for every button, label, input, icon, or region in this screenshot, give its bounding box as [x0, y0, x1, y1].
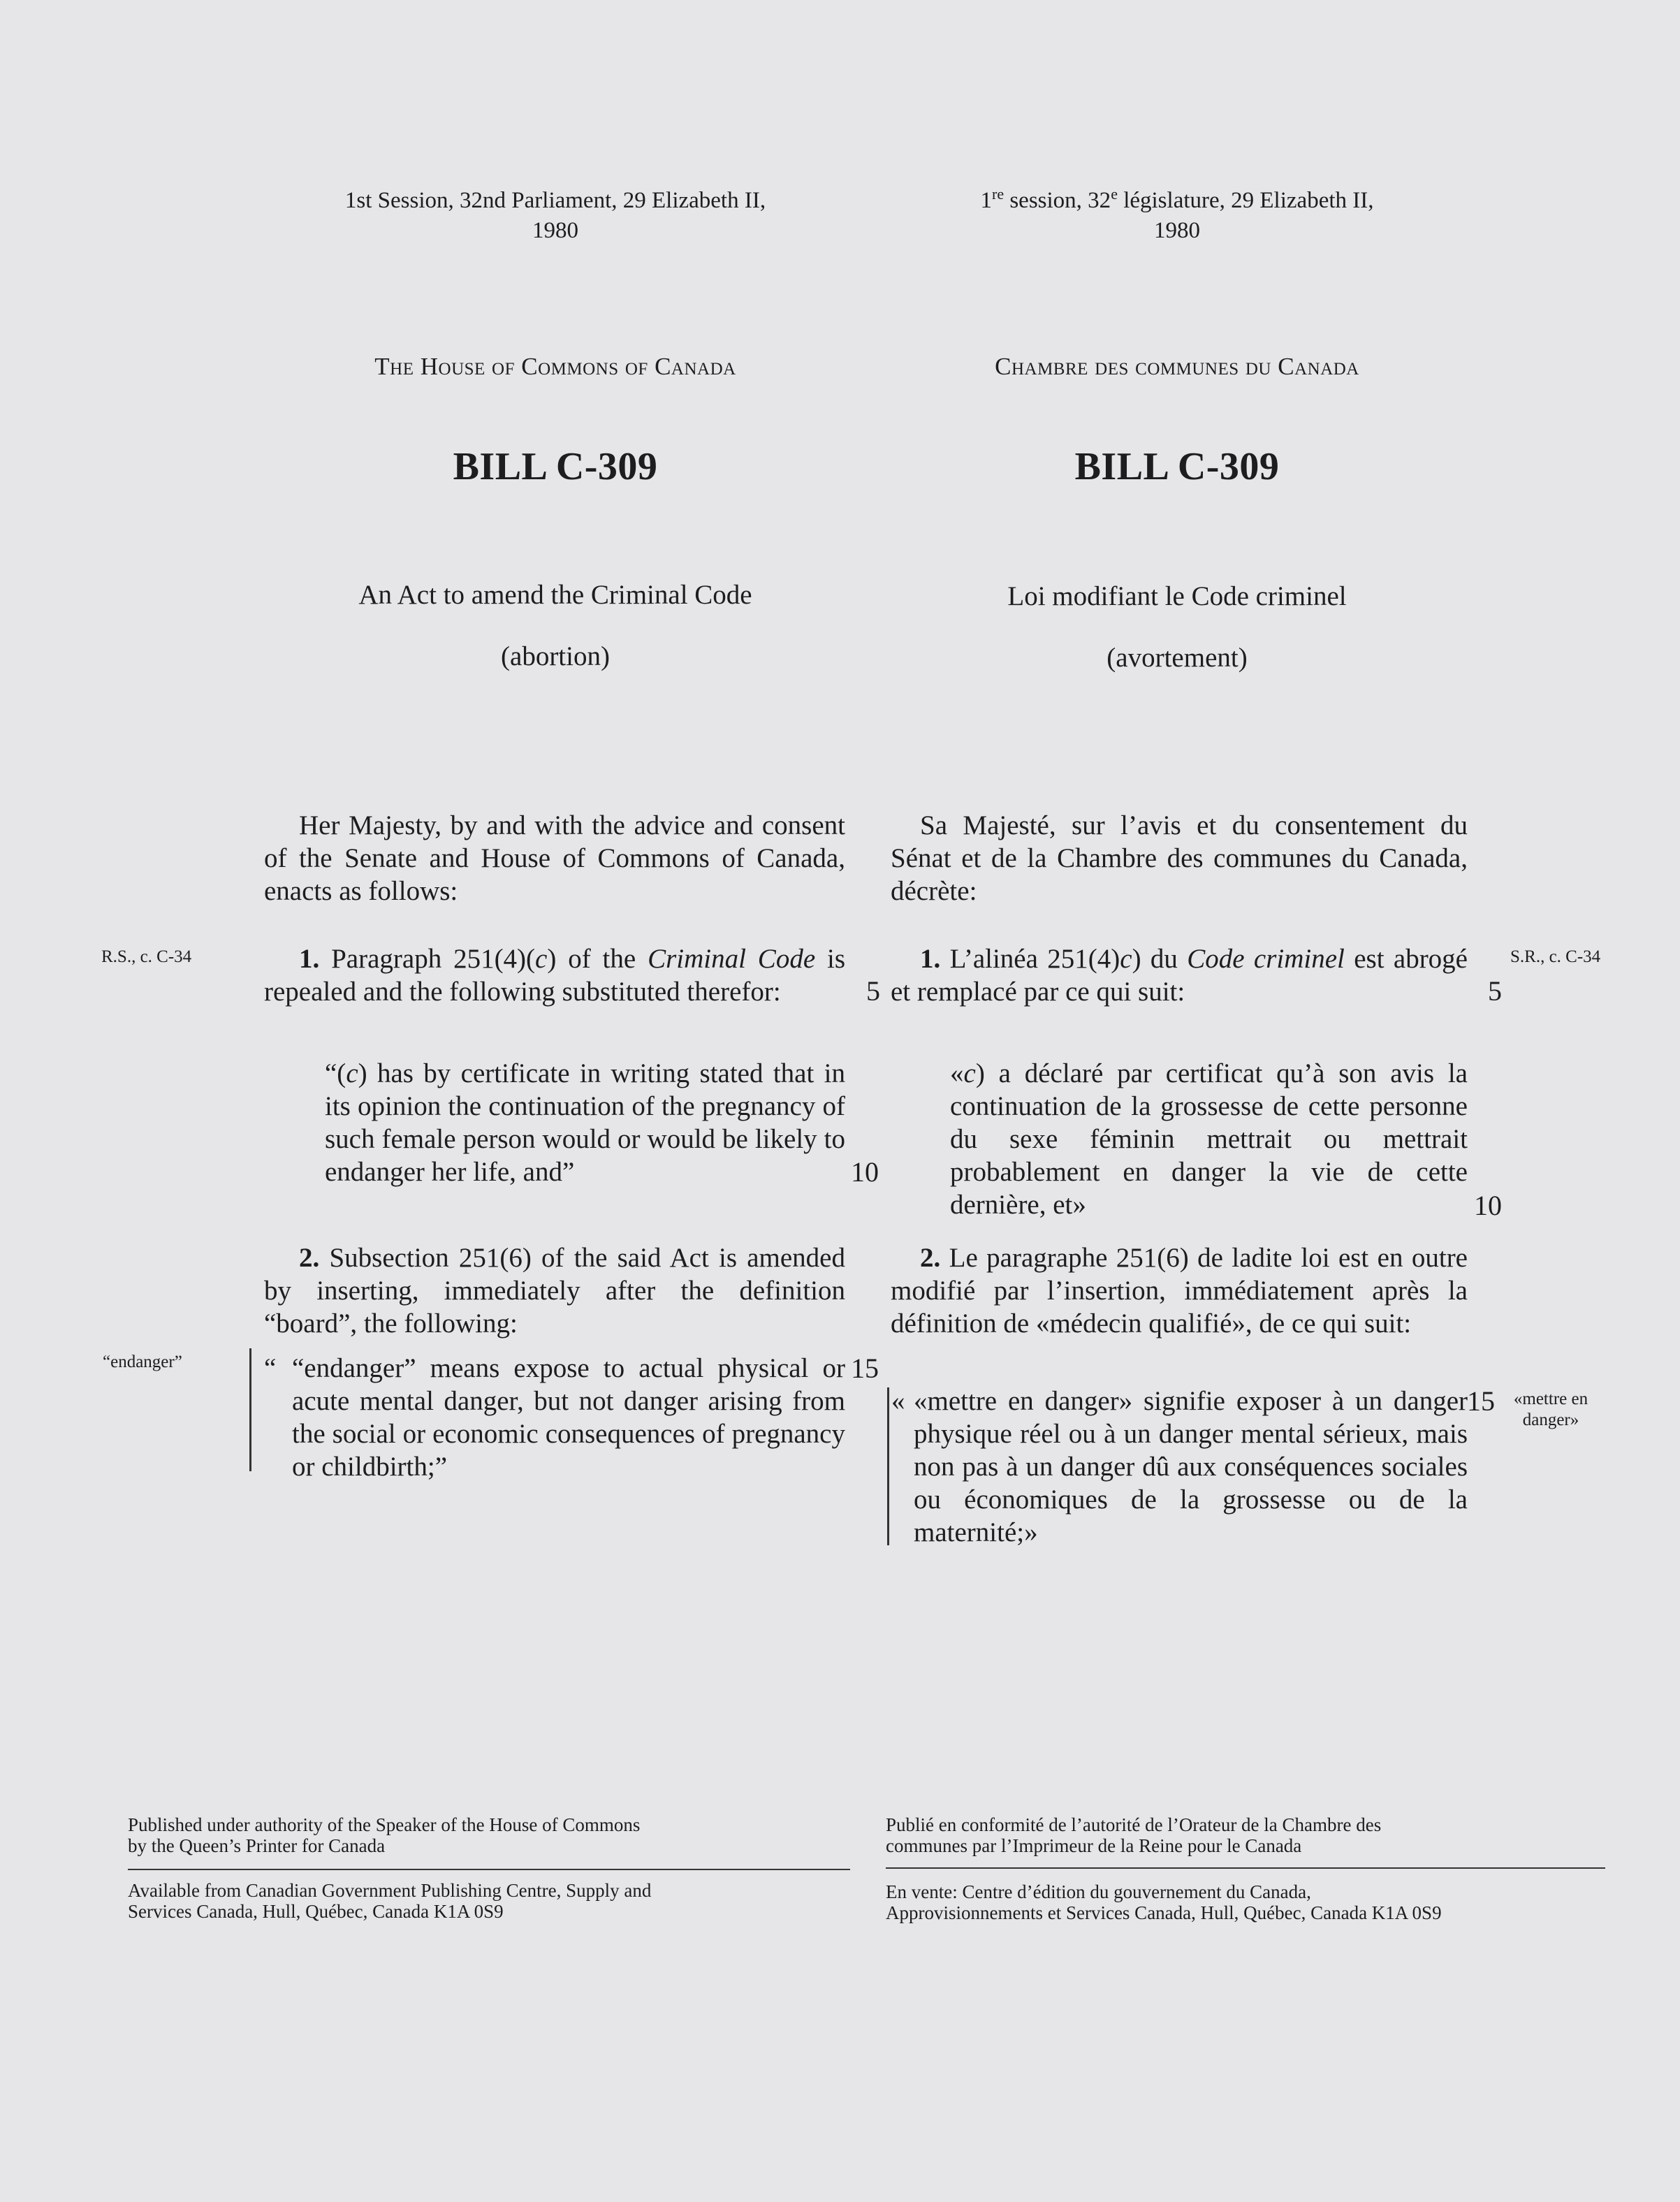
- fr-footer-published: [886, 1814, 1612, 1856]
- en-quote-c: c: [346, 1058, 358, 1088]
- fr-footer-available-line2: Approvisionnements et Services Canada, Hull, Québec, Canada K1A 0S9: [886, 1902, 1442, 1923]
- fr-s1-c: c: [1120, 944, 1132, 974]
- en-s1-c: c: [535, 944, 548, 974]
- en-quote-open: “(: [325, 1058, 346, 1088]
- fr-section-2: [891, 1241, 1468, 1340]
- en-house-title: The House of Commons of Canada: [374, 353, 736, 380]
- fr-s2-text: Le paragraphe 251(6) de ladite loi est en outre modifié par l’insertion, immédiatement après la définition de «médecin qualifié», de ce qui suit:: [891, 1243, 1468, 1339]
- fr-definition-mettre-en-danger: «mettre en danger» signifie exposer à un danger physique réel ou à un danger mental sérieux, mais non pas à un danger dû aux conséquences sociales ou économiques de la grossesse ou de la maternité;»: [914, 1386, 1468, 1547]
- en-footer-available: [128, 1880, 854, 1922]
- fr-s1-num: 1.: [920, 944, 941, 974]
- fr-session-sup2: e: [1111, 185, 1118, 203]
- fr-marginal-note-mettre-line2: danger»: [1522, 1410, 1579, 1429]
- fr-session-post: législature, 29 Elizabeth II,: [1117, 188, 1374, 213]
- fr-marginal-note-mettre-line1: «mettre en: [1513, 1390, 1588, 1408]
- fr-code-criminel: Code criminel: [1187, 944, 1345, 974]
- en-s1-text-a: Paragraph 251(4)(: [319, 944, 536, 974]
- fr-s1-text-b: ) du: [1132, 944, 1188, 974]
- fr-bill-subtitle: (avortement): [1106, 643, 1248, 673]
- en-session-line2: 1980: [532, 218, 578, 243]
- fr-footer-rule: [886, 1867, 1605, 1869]
- fr-line-number-10: 10: [1474, 1190, 1502, 1221]
- fr-change-bar: [887, 1387, 889, 1545]
- fr-preamble: Sa Majesté, sur l’avis et du consentement du Sénat et de la Chambre des communes du Canada, décrète:: [891, 810, 1468, 906]
- en-section-1: [264, 942, 845, 1008]
- fr-marginal-note-mettre: [1505, 1389, 1596, 1431]
- en-bill-title: An Act to amend the Criminal Code: [358, 580, 752, 610]
- fr-session-mid: session, 32: [1004, 188, 1111, 213]
- fr-quote-open: «: [950, 1058, 964, 1088]
- en-bill-subtitle: (abortion): [501, 641, 610, 671]
- en-session-line1: 1st Session, 32nd Parliament, 29 Elizabeth II,: [344, 188, 766, 213]
- fr-session: [880, 186, 1474, 246]
- en-change-bar: [249, 1348, 251, 1471]
- fr-s2-num: 2.: [920, 1243, 941, 1273]
- fr-footer-published-line1: Publié en conformité de l’autorité de l’Orateur de la Chambre des: [886, 1814, 1382, 1835]
- fr-def-mark: «: [891, 1386, 905, 1416]
- en-session: [258, 186, 852, 246]
- fr-bill-number: BILL C-309: [1074, 445, 1280, 488]
- fr-footer-available: [886, 1881, 1612, 1923]
- en-def-mark: “: [264, 1353, 277, 1383]
- en-quote-text: ) has by certificate in writing stated that in its opinion the continuation of the pregnancy of such female person would or would be likely to endanger her life, and”: [325, 1058, 845, 1187]
- en-s1-text-c: is repealed and the following substituted therefor:: [264, 944, 846, 1007]
- en-bill-number: BILL C-309: [453, 445, 658, 488]
- en-s1-num: 1.: [299, 944, 320, 974]
- en-footer-available-line1: Available from Canadian Government Publishing Centre, Supply and: [128, 1880, 652, 1901]
- fr-session-sup1: re: [992, 185, 1005, 203]
- fr-line-number-5: 5: [1488, 975, 1502, 1007]
- en-line-number-15: 15: [851, 1352, 879, 1384]
- fr-footer-published-line2: communes par l’Imprimeur de la Reine pour le Canada: [886, 1835, 1302, 1856]
- fr-s1-text-c: est abrogé et remplacé par ce qui suit:: [891, 944, 1468, 1007]
- fr-paragraph-c: [950, 1057, 1468, 1221]
- fr-line-number-15: 15: [1467, 1385, 1495, 1417]
- fr-session-num: 1: [980, 188, 992, 213]
- en-section-2: [264, 1241, 845, 1340]
- en-s2-text: Subsection 251(6) of the said Act is amended by inserting, immediately after the definition “board”, the following:: [264, 1243, 845, 1339]
- fr-s1-text-a: L’alinéa 251(4): [940, 944, 1120, 974]
- fr-footer-available-line1: En vente: Centre d’édition du gouvernement du Canada,: [886, 1881, 1311, 1902]
- fr-session-line1: [880, 186, 1474, 216]
- fr-section-1: [891, 942, 1468, 1008]
- en-footer-published-line2: by the Queen’s Printer for Canada: [128, 1835, 386, 1856]
- fr-session-line2: 1980: [1154, 218, 1200, 243]
- en-footer-published-line1: Published under authority of the Speaker of the House of Commons: [128, 1814, 641, 1835]
- en-s2-num: 2.: [299, 1243, 320, 1273]
- fr-marginal-note-sr: S.R., c. C-34: [1510, 947, 1601, 966]
- fr-quote-c: c: [963, 1058, 976, 1088]
- en-s1-text-b: ) of the: [547, 944, 648, 974]
- en-preamble: Her Majesty, by and with the advice and consent of the Senate and House of Commons of Canada, enacts as follows:: [264, 810, 845, 906]
- en-footer-published: [128, 1814, 854, 1856]
- en-footer-available-line2: Services Canada, Hull, Québec, Canada K1A 0S9: [128, 1901, 504, 1922]
- en-paragraph-c: [325, 1057, 845, 1188]
- en-footer-rule: [128, 1869, 850, 1870]
- fr-quote-text: ) a déclaré par certificat qu’à son avis la continuation de la grossesse de cette personne du sexe féminin mettrait ou mettrait probablement en danger la vie de cette dernière, et»: [950, 1058, 1468, 1220]
- fr-bill-title: Loi modifiant le Code criminel: [1007, 581, 1347, 611]
- en-line-number-10: 10: [851, 1156, 879, 1188]
- en-line-number-5: 5: [866, 975, 880, 1007]
- fr-house-title: Chambre des communes du Canada: [995, 353, 1359, 380]
- en-criminal-code: Criminal Code: [648, 944, 816, 974]
- en-marginal-note-endanger: “endanger”: [103, 1352, 182, 1371]
- en-marginal-note-rs: R.S., c. C-34: [101, 947, 192, 966]
- en-definition-endanger: “endanger” means expose to actual physical or acute mental danger, but not danger arising from the social or economic consequences of pregnancy or childbirth;”: [292, 1353, 845, 1482]
